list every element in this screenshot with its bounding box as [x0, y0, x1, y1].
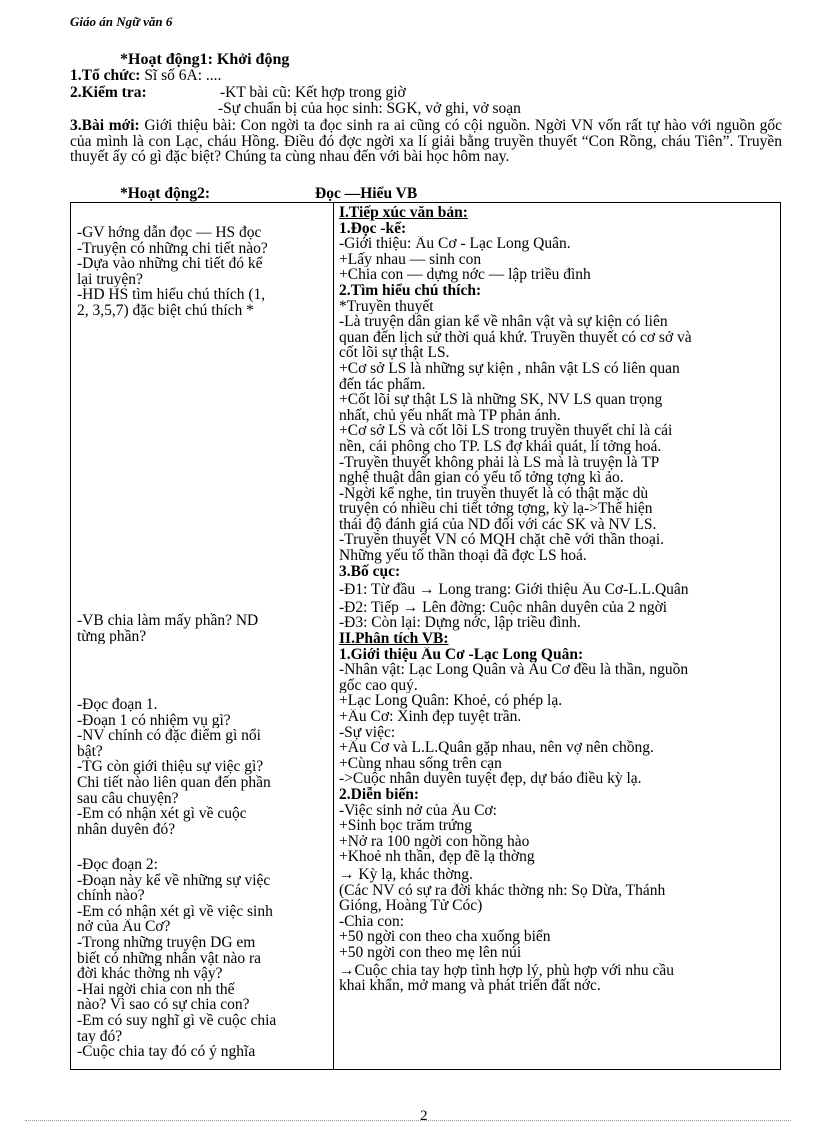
right-line: nền, cái phông cho TP. LS đợ khái quát, lí tởng hoá.	[339, 438, 662, 455]
left-column-structure	[77, 613, 329, 644]
subsection-heading: 1.Giới thiệu Âu Cơ -Lạc Long Quân:	[339, 646, 584, 663]
left-line: -Cuộc chia tay đó có ý nghĩa	[77, 1044, 256, 1060]
right-line: +Cơ sở LS và cốt lõi LS trong truyền thuyết chỉ là cái	[339, 423, 673, 439]
left-line: -Hai ngời chia con nh thế	[77, 981, 235, 998]
section-heading: I.Tiếp xúc văn bản:	[339, 205, 468, 221]
left-line: bật?	[77, 743, 103, 760]
left-line: -Đọc đoạn 2:	[77, 857, 158, 873]
org-value: Sĩ số 6A: ....	[140, 67, 222, 84]
right-line: +Sinh bọc trăm trứng	[339, 818, 472, 834]
new-lesson-paragraph	[70, 118, 782, 165]
right-line: nhất, chủ yếu nhất mà TP phản ánh.	[339, 407, 561, 424]
activity2-title: *Hoạt động2:	[120, 185, 210, 202]
right-line: +Lạc Long Quân: Khoẻ, có phép lạ.	[339, 693, 563, 709]
right-line: +Cơ sở LS là những sự kiện , nhân vật LS có liên quan	[339, 360, 680, 377]
left-line: -Em có nhận xét gì về cuộc	[77, 806, 247, 822]
check-line-1: -KT bài cũ: Kết hợp trong giờ	[220, 84, 406, 101]
left-line: Chi tiết nào liên quan đến phần	[77, 774, 271, 791]
right-line: -Chia con:	[339, 913, 404, 930]
right-line: *Truyền thuyết	[339, 298, 434, 315]
column-divider	[333, 203, 334, 1069]
left-line: từng phần?	[77, 628, 147, 645]
right-line: -Là truyện dân gian kể về nhân vật và sự kiện có liên	[339, 314, 668, 330]
left-column-part2	[77, 857, 329, 1060]
right-line: → Kỳ lạ, khác thờng.	[339, 866, 473, 883]
right-line: +Lấy nhau — sinh con	[339, 251, 482, 268]
left-line: 2, 3,5,7) đặc biệt chú thích *	[77, 302, 254, 319]
lesson-table	[70, 202, 781, 1070]
subsection-heading: 2.Diễn biến:	[339, 786, 420, 803]
right-line: thái độ đánh giá của ND đối với các SK và NV LS.	[339, 516, 657, 533]
org-label: 1.Tổ chức:	[70, 67, 141, 84]
left-line: tay đó?	[77, 1028, 123, 1045]
right-line: +Cùng nhau sống trên cạn	[339, 755, 502, 772]
subsection-heading: 1.Đọc -kể:	[339, 220, 407, 237]
left-line: nhân duyên đó?	[77, 821, 176, 838]
left-line: -Em có suy nghĩ gì về cuộc chia	[77, 1012, 277, 1029]
right-line: +Âu Cơ và L.L.Quân gặp nhau, nên vợ nên chồng.	[339, 740, 654, 756]
new-lesson-text: Giới thiệu bài: Con ngời ta đọc sinh ra ai cũng có cội nguồn. Ngời VN vốn rất tự hào với nguồn gốc của mình là con Lạc, cháu Hồng. Điều đó đợc ngời xa lí giải bằng truyền thuyết “Con Rồng, cháu Tiên”. Truyền thuyết ấy có gì đặc biệt? Chúng ta cùng nhau đến với bài học hôm nay.	[70, 117, 783, 165]
right-line: -Ngời kể nghe, tin truyền thuyết là có thật mặc dù	[339, 485, 649, 502]
left-line: nở của Âu Cơ?	[77, 919, 171, 935]
footer-rule	[25, 1120, 791, 1121]
activity2-subtitle: Đọc —Hiểu VB	[315, 185, 418, 202]
section-heading: II.Phân tích VB:	[339, 631, 449, 647]
left-line: chính nào?	[77, 888, 145, 904]
right-line: -Truyền thuyết VN có MQH chặt chẽ với thần thoại.	[339, 532, 665, 549]
left-line: -TG còn giới thiệu sự việc gì?	[77, 759, 264, 775]
right-line: khai khẩn, mở mang và phát triển đất nớc.	[339, 978, 601, 994]
right-line: -Truyền thuyết không phải là LS mà là truyện là TP	[339, 454, 660, 471]
right-line: +50 ngời con theo cha xuống biển	[339, 929, 551, 945]
document-header: Giáo án Ngữ văn 6	[70, 14, 173, 29]
right-line: -Sự việc:	[339, 724, 396, 741]
left-line: -GV hớng dẫn đọc — HS đọc	[77, 225, 262, 241]
right-line: -Đ1: Từ đầu → Long trang: Giới thiệu Âu Cơ-L.L.Quân	[339, 582, 689, 598]
right-line: truyện có nhiều chi tiết tởng tợng, kỳ lạ->Thể hiện	[339, 501, 653, 517]
left-column-part1	[77, 697, 329, 837]
left-line: -Đoạn này kể về những sự việc	[77, 872, 271, 889]
right-line: +Khoẻ nh thần, đẹp đẽ lạ thờng	[339, 849, 535, 865]
left-line: -NV chính có đặc điểm gì nổi	[77, 728, 261, 744]
org-line	[70, 68, 221, 84]
left-column	[77, 225, 329, 319]
right-line: -Giới thiệu: Âu Cơ - Lạc Long Quân.	[339, 236, 571, 252]
right-column	[339, 205, 777, 994]
right-line: -Việc sinh nở của Âu Cơ:	[339, 802, 497, 819]
left-line: -Đọc đoạn 1.	[77, 697, 158, 713]
right-line: Gióng, Hoàng Tử Cóc)	[339, 898, 483, 914]
left-line: -Em có nhận xét gì về việc sinh	[77, 903, 273, 920]
right-line: -Đ2: Tiếp → Lên đờng: Cuộc nhân duyên của 2 ngời	[339, 599, 668, 616]
right-line: gốc cao quý.	[339, 677, 418, 694]
right-line: -Nhân vật: Lạc Long Quân và Âu Cơ đều là thần, nguồn	[339, 662, 689, 678]
right-line: nghệ thuật dân gian có yếu tố tởng tợng kì ảo.	[339, 470, 624, 486]
right-line: Những yếu tố thần thoại đã đợc LS hoá.	[339, 548, 587, 564]
right-line: ->Cuộc nhân duyên tuyệt đẹp, dự báo điều kỳ lạ.	[339, 771, 642, 787]
left-line: -Đoạn 1 có nhiệm vụ gì?	[77, 712, 231, 729]
subsection-heading: 3.Bố cục:	[339, 563, 401, 580]
left-line: -Dựa vào những chi tiết đó kể	[77, 256, 263, 272]
right-line: →Cuộc chia tay hợp tình hợp lý, phù hợp với nhu cầu	[339, 962, 674, 979]
right-line: cốt lõi sự thật LS.	[339, 345, 450, 361]
activity1-title: *Hoạt động1: Khởi động	[120, 51, 290, 68]
right-line: +Chia con — dựng nớc — lập triều đình	[339, 267, 591, 283]
right-line: đến tác phẩm.	[339, 376, 426, 393]
new-lesson-label: 3.Bài mới:	[70, 117, 140, 134]
check-line-2: -Sự chuẩn bị của học sinh: SGK, vở ghi, vở soạn	[218, 100, 521, 117]
left-line: nào? Vì sao có sự chia con?	[77, 997, 250, 1013]
right-line: +Nở ra 100 ngời con hồng hào	[339, 833, 530, 850]
page-number: 2	[420, 1108, 428, 1124]
right-line: +Cốt lõi sự thật LS là những SK, NV LS quan trọng	[339, 392, 663, 408]
left-line: sau câu chuyện?	[77, 790, 179, 807]
right-line: +50 ngời con theo mẹ lên núi	[339, 944, 522, 961]
left-line: -Trong những truyện DG em	[77, 934, 256, 951]
left-line: lại truyện?	[77, 271, 143, 288]
left-line: đời khác thờng nh vậy?	[77, 966, 223, 982]
right-line: quan đến lịch sử thời quá khứ. Truyền thuyết có cơ sở và	[339, 329, 692, 346]
check-label: 2.Kiểm tra:	[70, 84, 147, 101]
right-line: -Đ3: Còn lại: Dựng nớc, lập triều đình.	[339, 615, 581, 632]
left-line: -Truyện có những chi tiết nào?	[77, 240, 268, 257]
right-line: (Các NV có sự ra đời khác thờng nh: Sọ Dừa, Thánh	[339, 882, 666, 899]
left-line: biết có những nhân vật nào ra	[77, 950, 262, 967]
left-line: -VB chia làm mấy phần? ND	[77, 613, 259, 629]
left-line: -HD HS tìm hiểu chú thích (1,	[77, 287, 266, 303]
subsection-heading: 2.Tìm hiểu chú thích:	[339, 282, 482, 299]
right-line: +Âu Cơ: Xinh đẹp tuyệt trần.	[339, 709, 522, 725]
